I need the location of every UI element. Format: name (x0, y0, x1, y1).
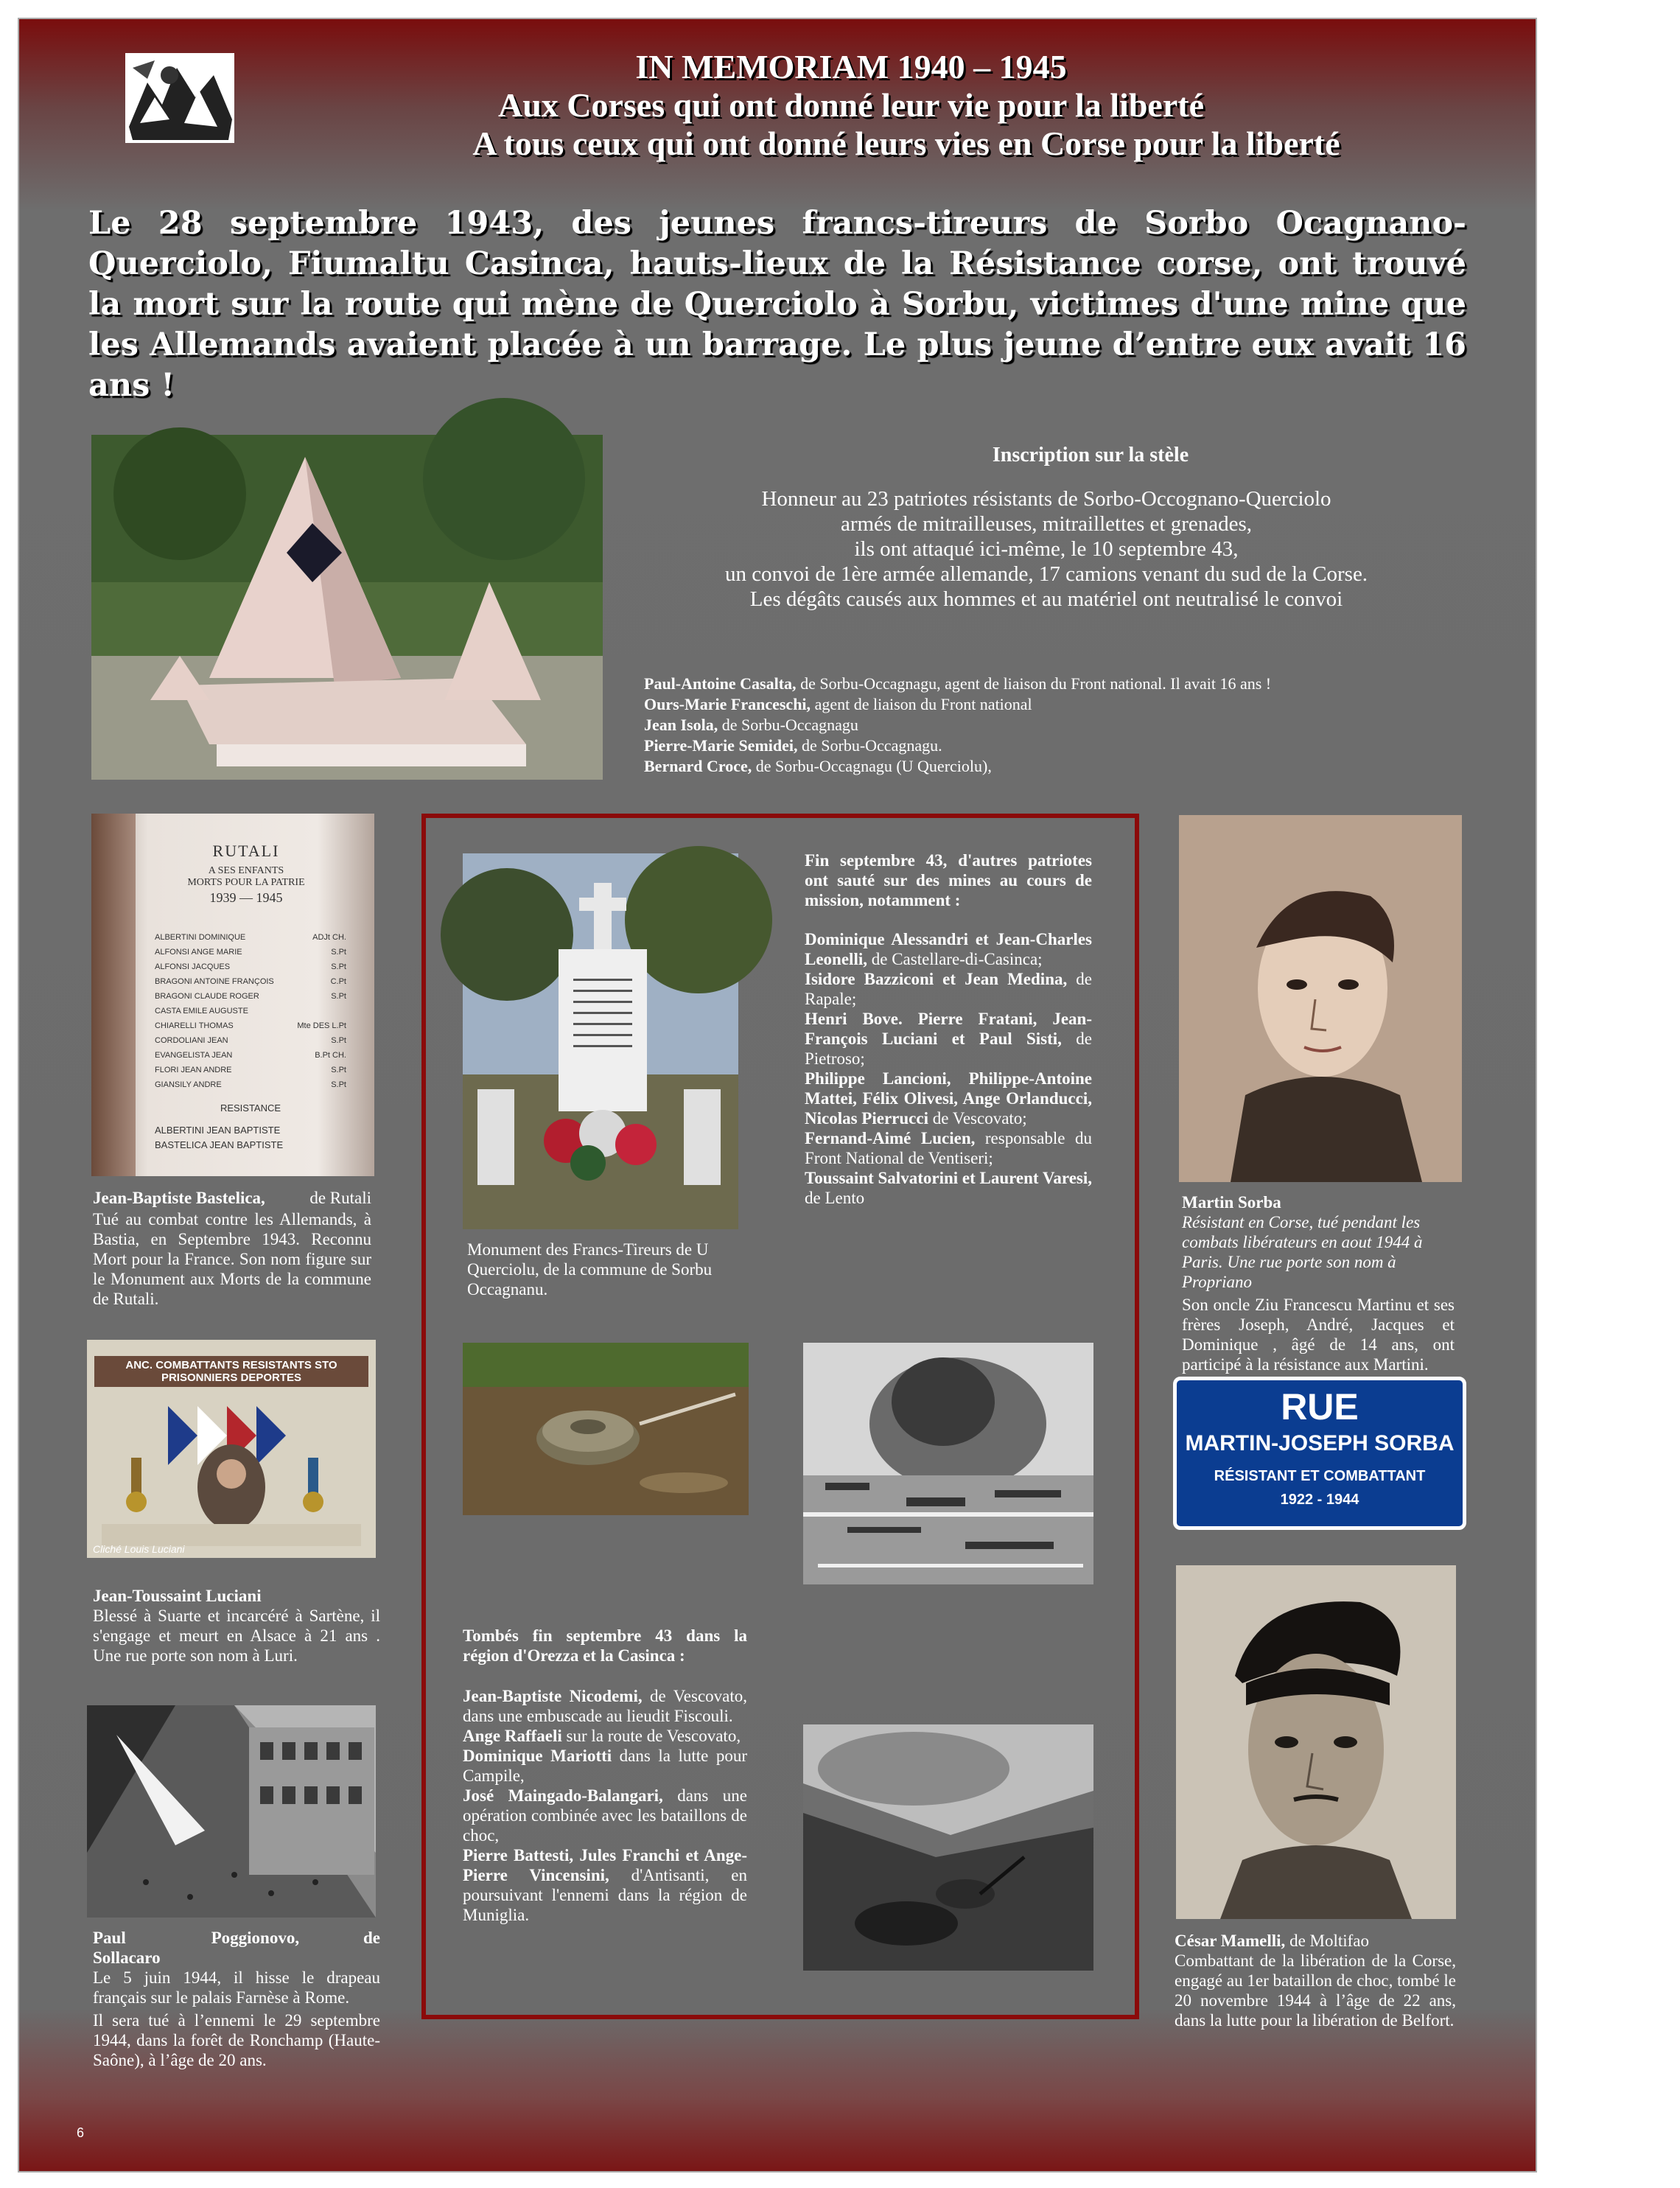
street-sign (1173, 1377, 1466, 1530)
bastelica-text (93, 1188, 371, 1309)
header-line-3: A tous ceux qui ont donné leurs vies en Corse pour la liberté (472, 125, 1340, 162)
stele-line: ils ont attaqué ici-même, le 10 septembre 43, (854, 537, 1239, 561)
plaque-name-row: FLORI JEAN ANDRE S.Pt (155, 1066, 346, 1074)
plaque-name-row: CASTA EMILE AUGUSTE (155, 1007, 248, 1016)
plaque-name-row: ALFONSI ANGE MARIE S.Pt (155, 948, 346, 957)
stele-victims-list (644, 674, 1477, 777)
patriot-entry: Fernand-Aimé Lucien, responsable du Front National de Ventiseri; (805, 1129, 1092, 1167)
victim-entry: Ours-Marie Franceschi, agent de liaison du Front national (644, 695, 1032, 713)
patriot-entry: Dominique Alessandri et Jean-Charles Leonelli, de Castellare-di-Casinca; (805, 930, 1092, 968)
bastelica-desc: Tué au combat contre les Allemands, à Bastia, en Septembre 1943. Reconnu Mort pour la France. Son nom figure sur le Monument aux Morts de la commune de Rutali. (93, 1210, 371, 1308)
explosion-photo (803, 1343, 1093, 1584)
photo-credit: Cliché Louis Luciani (93, 1543, 185, 1555)
plaque-name-row: CHIARELLI THOMAS Mte DES L.Pt (155, 1021, 346, 1030)
page-number: 6 (77, 2125, 85, 2140)
patriot-entry: Henri Bove. Pierre Fratani, Jean-François Luciani et Paul Sisti, de Pietroso; (805, 1010, 1092, 1068)
street-sign-name: MARTIN-JOSEPH SORBA (1185, 1431, 1455, 1455)
plaque-name-row: BRAGONI CLAUDE ROGER S.Pt (155, 992, 346, 1001)
header-line-1: IN MEMORIAM 1940 – 1945 (635, 48, 1067, 85)
plaque-subtitle: A SES ENFANTS (208, 865, 284, 876)
stele-title: Inscription sur la stèle (992, 444, 1189, 466)
mamelli-text (1175, 1931, 1456, 2030)
poggionovo-desc-1: Le 5 juin 1944, il hisse le drapeau français sur le palais Farnèse à Rome. (93, 1968, 380, 2007)
street-sign-years: 1922 - 1944 (1280, 1492, 1359, 1508)
stele-line: Honneur au 23 patriotes résistants de Sorbo-Occognano-Querciolo (761, 487, 1331, 511)
victim-entry: Jean Isola, de Sorbu-Occagnagu (644, 716, 858, 734)
luciani-text (93, 1586, 380, 1666)
patriot-entry: Toussaint Salvatorini et Laurent Varesi, de Lento (805, 1169, 1093, 1207)
plaque-res-name: BASTELICA JEAN BAPTISTE (155, 1139, 284, 1150)
poggionovo-text (93, 1928, 380, 2070)
poggionovo-heading: Paul Poggionovo, de (93, 1929, 380, 1947)
victim-entry: Bernard Croce, de Sorbu-Occagnagu (U Querciolu), (644, 757, 992, 775)
sorba-text (1182, 1192, 1455, 1374)
mamelli-heading: César Mamelli, de Moltifao (1175, 1932, 1370, 1950)
plaque-name-row: ALBERTINI DOMINIQUE ADJt CH. (155, 933, 346, 942)
plaque-resistance-heading: RESISTANCE (220, 1102, 281, 1114)
header-line-2: Aux Corses qui ont donné leur vie pour la liberté (498, 86, 1204, 124)
sorba-desc-1: Résistant en Corse, tué pendant les combats libérateurs en aout 1944 à Paris. Une rue porte son nom à Propriano (1182, 1213, 1423, 1291)
plaque-title: RUTALI (212, 842, 280, 860)
sorba-heading: Martin Sorba (1182, 1193, 1281, 1212)
victim-entry: Paul-Antoine Casalta, de Sorbu-Occagnagu, agent de liaison du Front national. Il avait 16 ans ! (644, 674, 1272, 693)
rutali-memorial-plaque (91, 814, 374, 1176)
patriot-entry: Isidore Bazziconi et Jean Medina, de Rapale; (805, 970, 1092, 1008)
luciani-certificate-photo (87, 1340, 376, 1558)
fin-septembre-section (805, 850, 1092, 1208)
patriot-entry: Philippe Lancioni, Philippe-Antoine Mattei, Félix Olivesi, Ange Orlanducci, Nicolas Pierrucci de Vescovato; (805, 1069, 1092, 1128)
plaque-name-row: CORDOLIANI JEAN S.Pt (155, 1036, 346, 1045)
plaque-res-name: ALBERTINI JEAN BAPTISTE (155, 1125, 281, 1136)
plaque-subtitle: MORTS POUR LA PATRIE (187, 877, 305, 888)
querciolu-monument-photo (463, 853, 738, 1229)
fallen-entry: Ange Raffaeli sur la route de Vescovato, (463, 1727, 741, 1745)
intro-paragraph: Le 28 septembre 1943, des jeunes francs-tireurs de Sorbo Ocagnano-Querciolo, Fiumaltu Casinca, hauts-lieux de la Résistance corse, ont trouvé la mort sur la route qui mène de Querciolo à Sorbu, victimes d'une mine que les Allemands avaient placée à un barrage. Le plus jeune d’entre eux avait 16 ans ! (88, 205, 1466, 404)
fin-septembre-intro: Fin septembre 43, d'autres patriotes ont sauté sur des mines au cours de mission, notamment : (805, 851, 1092, 909)
fallen-entry: José Maingado-Balangari, dans une opération combinée avec les bataillons de choc, (463, 1786, 747, 1845)
street-sign-title: RÉSISTANT ET COMBATTANT (1214, 1468, 1426, 1484)
stele-line: armés de mitrailleuses, mitraillettes et grenades, (840, 512, 1253, 536)
trench-soldiers-photo (803, 1724, 1093, 1971)
certificate-banner: ANC. COMBATTANTS RESISTANTS STO PRISONNIERS DEPORTES (94, 1356, 368, 1387)
martin-sorba-portrait (1179, 815, 1462, 1182)
monument-caption: Monument des Francs-Tireurs de U Querciolu, de la commune de Sorbu Occagnanu. (467, 1240, 713, 1299)
sorba-desc-2: Son oncle Ziu Francescu Martinu et ses frères Joseph, André, Jacques et Dominique , âgé de 14 ans, ont participé à la résistance aux Martini. (1182, 1296, 1455, 1374)
orezza-section (463, 1626, 747, 1925)
orezza-intro: Tombés fin septembre 43 dans la région d'Orezza et la Casinca : (463, 1626, 747, 1665)
fallen-entry: Dominique Mariotti dans la lutte pour Campile, (463, 1747, 748, 1785)
plaque-years: 1939 — 1945 (209, 890, 283, 905)
palais-farnese-photo (87, 1705, 376, 1918)
fallen-entry: Pierre Battesti, Jules Franchi et Ange-Pierre Vincensini, d'Antisanti, en poursuivant l'ennemi dans la région de Muniglia. (463, 1846, 747, 1924)
plaque-name-row: GIANSILY ANDRE S.Pt (155, 1080, 346, 1089)
street-sign-rue: RUE (1281, 1386, 1359, 1427)
poggionovo-heading-2: Sollacaro (93, 1948, 161, 1967)
plaque-name-row: EVANGELISTA JEAN B.Pt CH. (155, 1051, 346, 1060)
luciani-heading: Jean-Toussaint Luciani (93, 1587, 262, 1605)
stele-line: Les dégâts causés aux hommes et au matériel ont neutralisé le convoi (749, 587, 1343, 611)
mamelli-desc: Combattant de la libération de la Corse, engagé au 1er bataillon de choc, tombé le 20 novembre 1944 à l’âge de 22 ans, dans la lutte pour la libération de Belfort. (1175, 1951, 1456, 2030)
victim-entry: Pierre-Marie Semidei, de Sorbu-Occagnagu. (644, 736, 942, 755)
bastelica-heading: Jean-Baptiste Bastelica, de Rutali (93, 1189, 371, 1207)
plaque-name-row: ALFONSI JACQUES S.Pt (155, 962, 346, 971)
stele-line: un convoi de 1ère armée allemande, 17 camions venant du sud de la Corse. (724, 562, 1368, 586)
cesar-mamelli-portrait (1176, 1565, 1456, 1919)
stele-inscription (634, 442, 1459, 612)
luciani-desc: Blessé à Suarte et incarcéré à Sartène, il s'engage et meurt en Alsace à 21 ans . Une rue porte son nom à Luri. (93, 1607, 380, 1665)
poggionovo-desc-2: Il sera tué à l’ennemi le 29 septembre 1944, dans la forêt de Ronchamp (Haute-Saône), à l’âge de 20 ans. (93, 2011, 380, 2069)
plaque-name-row: BRAGONI ANTOINE FRANÇOIS C.Pt (155, 977, 346, 986)
fallen-entry: Jean-Baptiste Nicodemi, de Vescovato, dans une embuscade au lieudit Fiscouli. (463, 1687, 747, 1725)
stele-photo (91, 435, 603, 780)
landmine-photo (463, 1343, 749, 1515)
